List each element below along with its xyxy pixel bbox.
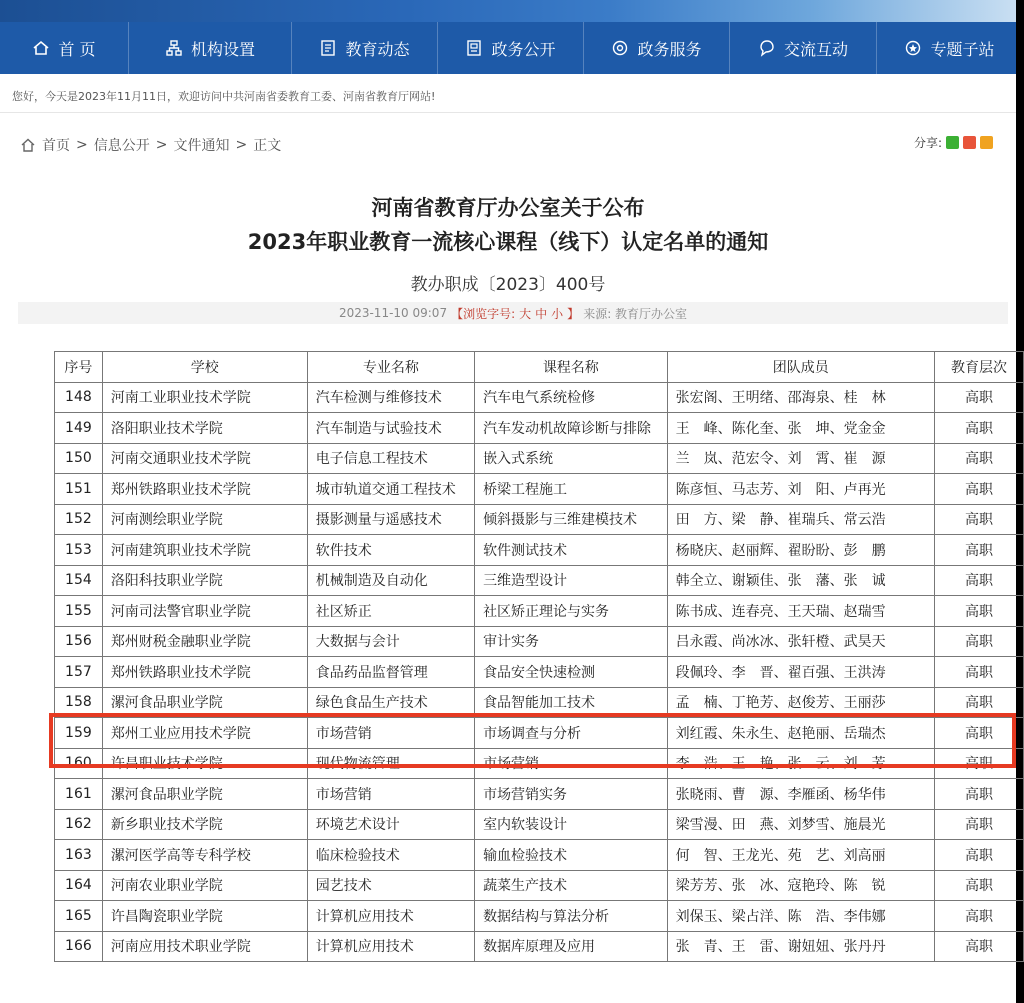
table-cell: 漯河食品职业学院 [102, 779, 307, 810]
table-row [55, 840, 1024, 871]
table-cell: 田 方、梁 静、崔瑞兵、常云浩 [667, 504, 934, 535]
table-cell: 汽车检测与维修技术 [307, 382, 474, 413]
table-cell: 市场营销 [307, 779, 474, 810]
table-cell: 高职 [934, 474, 1023, 505]
table-cell: 软件测试技术 [475, 535, 668, 566]
font-size-label: 【浏览字号: [451, 306, 516, 321]
nav-item-label: 首 页 [58, 39, 96, 59]
table-cell: 高职 [934, 657, 1023, 688]
table-cell: 王 峰、陈化奎、张 坤、党金金 [667, 413, 934, 444]
table-cell: 临床检验技术 [307, 840, 474, 871]
table-cell: 151 [55, 474, 103, 505]
table-cell: 洛阳科技职业学院 [102, 565, 307, 596]
font-size-small[interactable]: 小 [551, 306, 564, 321]
table-cell: 153 [55, 535, 103, 566]
table-cell: 高职 [934, 626, 1023, 657]
table-cell: 许昌陶瓷职业学院 [102, 901, 307, 932]
breadcrumb-separator: > [76, 137, 88, 153]
table-cell: 郑州工业应用技术学院 [102, 718, 307, 749]
table-cell: 数据库原理及应用 [475, 931, 668, 962]
table-cell: 165 [55, 901, 103, 932]
nav-item-news[interactable] [292, 22, 438, 74]
table-cell: 156 [55, 626, 103, 657]
table-cell: 汽车发动机故障诊断与排除 [475, 413, 668, 444]
nav-item-org[interactable] [129, 22, 292, 74]
table-cell: 市场营销实务 [475, 779, 668, 810]
table-cell: 社区矫正 [307, 596, 474, 627]
table-cell: 高职 [934, 504, 1023, 535]
table-cell: 郑州财税金融职业学院 [102, 626, 307, 657]
article-meta [18, 302, 1008, 324]
table-cell: 155 [55, 596, 103, 627]
document-number: 教办职成〔2023〕400号 [410, 275, 606, 295]
table-row [55, 535, 1024, 566]
home-icon [20, 137, 36, 153]
table-cell: 现代物流管理 [307, 748, 474, 779]
table-cell: 洛阳职业技术学院 [102, 413, 307, 444]
table-cell: 刘红霞、朱永生、赵艳丽、岳瑞杰 [667, 718, 934, 749]
table-cell: 高职 [934, 840, 1023, 871]
table-cell: 梁芳芳、张 冰、寇艳玲、陈 锐 [667, 870, 934, 901]
table-row [55, 931, 1024, 962]
nav-item-service[interactable] [584, 22, 730, 74]
table-row [55, 474, 1024, 505]
table-cell: 郑州铁路职业技术学院 [102, 657, 307, 688]
table-cell: 张宏阁、王明绪、邵海泉、桂 林 [667, 382, 934, 413]
service-icon [611, 39, 629, 57]
course-list-table [54, 351, 1024, 962]
table-cell: 食品智能加工技术 [475, 687, 668, 718]
table-cell: 韩全立、谢颖佳、张 藩、张 诚 [667, 565, 934, 596]
table-cell: 河南司法警官职业学院 [102, 596, 307, 627]
table-cell: 高职 [934, 413, 1023, 444]
font-size-medium[interactable]: 中 [535, 306, 548, 321]
table-cell: 高职 [934, 382, 1023, 413]
table-cell: 159 [55, 718, 103, 749]
table-cell: 陈彦恒、马志芳、刘 阳、卢再光 [667, 474, 934, 505]
table-cell: 河南应用技术职业学院 [102, 931, 307, 962]
wechat-share-icon[interactable] [946, 136, 959, 149]
nav-item-label: 机构设置 [190, 39, 255, 59]
breadcrumb-home[interactable]: 首页 [42, 138, 70, 154]
table-cell: 李 浩、王 艳、张 云、刘 芳 [667, 748, 934, 779]
table-row [55, 504, 1024, 535]
org-icon [165, 39, 183, 57]
table-cell: 嵌入式系统 [475, 443, 668, 474]
table-cell: 市场营销 [475, 748, 668, 779]
table-row [55, 626, 1024, 657]
table-cell: 高职 [934, 779, 1023, 810]
table-cell: 高职 [934, 748, 1023, 779]
table-row [55, 779, 1024, 810]
table-cell: 社区矫正理论与实务 [475, 596, 668, 627]
table-cell: 高职 [934, 809, 1023, 840]
table-cell: 倾斜摄影与三维建模技术 [475, 504, 668, 535]
document-icon [465, 39, 483, 57]
nav-item-topics[interactable] [877, 22, 1022, 74]
breadcrumb-notices[interactable]: 文件通知 [173, 138, 230, 154]
table-cell: 郑州铁路职业技术学院 [102, 474, 307, 505]
nav-item-label: 交流互动 [783, 39, 848, 59]
table-cell: 市场调查与分析 [475, 718, 668, 749]
nav-item-home[interactable] [0, 22, 129, 74]
home-icon [32, 39, 50, 57]
table-cell: 汽车电气系统检修 [475, 382, 668, 413]
breadcrumb-current: 正文 [253, 138, 282, 154]
table-cell: 数据结构与算法分析 [475, 901, 668, 932]
table-cell: 河南测绘职业学院 [102, 504, 307, 535]
table-cell: 166 [55, 931, 103, 962]
table-cell: 大数据与会计 [307, 626, 474, 657]
table-cell: 计算机应用技术 [307, 901, 474, 932]
column-header: 课程名称 [475, 352, 668, 383]
table-cell: 何 智、王龙光、苑 艺、刘高丽 [667, 840, 934, 871]
table-cell: 高职 [934, 931, 1023, 962]
article-title-line2: 2023年职业教育一流核心课程（线下）认定名单的通知 [247, 230, 769, 254]
share-label: 分享: [914, 136, 943, 150]
table-cell: 149 [55, 413, 103, 444]
table-cell: 桥梁工程施工 [475, 474, 668, 505]
welcome-text: 您好，今天是2023年11月11日，欢迎访问中共河南省委教育工委、河南省教育厅网站! [12, 90, 436, 103]
table-header-row [55, 352, 1024, 383]
table-cell: 161 [55, 779, 103, 810]
table-cell: 河南建筑职业技术学院 [102, 535, 307, 566]
table-cell: 新乡职业技术学院 [102, 809, 307, 840]
table-cell: 蔬菜生产技术 [475, 870, 668, 901]
table-cell: 园艺技术 [307, 870, 474, 901]
table-cell: 汽车制造与试验技术 [307, 413, 474, 444]
breadcrumb-separator: > [235, 137, 248, 153]
table-cell: 软件技术 [307, 535, 474, 566]
table-cell: 机械制造及自动化 [307, 565, 474, 596]
table-row [55, 382, 1024, 413]
table-cell: 高职 [934, 443, 1023, 474]
article-title-line1: 河南省教育厅办公室关于公布 [371, 196, 645, 220]
font-size-large[interactable]: 大 [519, 306, 532, 321]
table-cell: 高职 [934, 596, 1023, 627]
interaction-icon [758, 39, 776, 57]
table-cell: 刘保玉、梁占洋、陈 浩、李伟娜 [667, 901, 934, 932]
table-row [55, 870, 1024, 901]
column-header: 序号 [55, 352, 103, 383]
table-cell: 孟 楠、丁艳芳、赵俊芳、王丽莎 [667, 687, 934, 718]
table-cell: 食品安全快速检测 [475, 657, 668, 688]
table-cell: 164 [55, 870, 103, 901]
table-cell: 市场营销 [307, 718, 474, 749]
table-cell: 162 [55, 809, 103, 840]
table-cell: 张 青、王 雷、谢妞妞、张丹丹 [667, 931, 934, 962]
table-cell: 高职 [934, 901, 1023, 932]
breadcrumb-separator: > [155, 137, 168, 153]
table-cell: 高职 [934, 565, 1023, 596]
table-row [55, 657, 1024, 688]
table-cell: 漯河医学高等专科学校 [102, 840, 307, 871]
table-row [55, 413, 1024, 444]
share-bar [914, 134, 993, 151]
news-icon [319, 39, 337, 57]
table-cell: 环境艺术设计 [307, 809, 474, 840]
breadcrumb-info-disclosure[interactable]: 信息公开 [93, 138, 150, 154]
table-cell: 154 [55, 565, 103, 596]
table-cell: 摄影测量与遥感技术 [307, 504, 474, 535]
table-cell: 河南农业职业学院 [102, 870, 307, 901]
table-cell: 陈书成、连春亮、王天瑞、赵瑞雪 [667, 596, 934, 627]
table-cell: 高职 [934, 535, 1023, 566]
table-cell: 食品药品监督管理 [307, 657, 474, 688]
article-source: 来源: 教育厅办公室 [583, 306, 688, 321]
table-cell: 河南工业职业技术学院 [102, 382, 307, 413]
column-header: 团队成员 [667, 352, 934, 383]
table-cell: 许昌职业技术学院 [102, 748, 307, 779]
table-cell: 河南交通职业技术学院 [102, 443, 307, 474]
table-cell: 高职 [934, 718, 1023, 749]
column-header: 专业名称 [307, 352, 474, 383]
table-cell: 杨晓庆、赵丽辉、翟盼盼、彭 鹏 [667, 535, 934, 566]
table-cell: 吕永霞、尚冰冰、张轩橙、武昊天 [667, 626, 934, 657]
table-cell: 高职 [934, 870, 1023, 901]
table-cell: 张晓雨、曹 源、李雁函、杨华伟 [667, 779, 934, 810]
qzone-share-icon[interactable] [980, 136, 993, 149]
top-banner [0, 0, 1016, 22]
table-cell: 城市轨道交通工程技术 [307, 474, 474, 505]
table-cell: 160 [55, 748, 103, 779]
table-cell: 高职 [934, 687, 1023, 718]
table-row [55, 901, 1024, 932]
table-cell: 150 [55, 443, 103, 474]
table-cell: 输血检验技术 [475, 840, 668, 871]
column-header: 学校 [102, 352, 307, 383]
table-cell: 计算机应用技术 [307, 931, 474, 962]
table-cell: 157 [55, 657, 103, 688]
nav-item-label: 政务服务 [637, 39, 702, 59]
breadcrumb [20, 135, 281, 155]
table-row [55, 596, 1024, 627]
main-nav [0, 22, 1016, 74]
table-cell: 三维造型设计 [475, 565, 668, 596]
weibo-share-icon[interactable] [963, 136, 976, 149]
table-cell: 室内软装设计 [475, 809, 668, 840]
table-cell: 审计实务 [475, 626, 668, 657]
nav-item-label: 教育动态 [345, 39, 410, 59]
nav-item-affairs[interactable] [438, 22, 584, 74]
table-cell: 152 [55, 504, 103, 535]
table-cell: 158 [55, 687, 103, 718]
table-cell: 段佩玲、李 晋、翟百强、王洪涛 [667, 657, 934, 688]
table-cell: 漯河食品职业学院 [102, 687, 307, 718]
table-cell: 148 [55, 382, 103, 413]
table-cell: 绿色食品生产技术 [307, 687, 474, 718]
table-cell: 电子信息工程技术 [307, 443, 474, 474]
table-cell: 163 [55, 840, 103, 871]
column-header: 教育层次 [934, 352, 1023, 383]
table-row [55, 565, 1024, 596]
nav-item-interaction[interactable] [730, 22, 877, 74]
table-cell: 梁雪漫、田 燕、刘梦雪、施晨光 [667, 809, 934, 840]
topic-icon [904, 39, 922, 57]
table-row [55, 809, 1024, 840]
font-size-suffix: 】 [567, 306, 580, 321]
divider [0, 112, 1016, 113]
highlight-annotation-box [49, 713, 1016, 768]
publish-date: 2023-11-10 09:07 [338, 306, 448, 320]
nav-item-label: 政务公开 [491, 39, 556, 59]
nav-item-label: 专题子站 [930, 39, 995, 59]
table-row [55, 443, 1024, 474]
table-cell: 兰 岚、范宏令、刘 霄、崔 源 [667, 443, 934, 474]
